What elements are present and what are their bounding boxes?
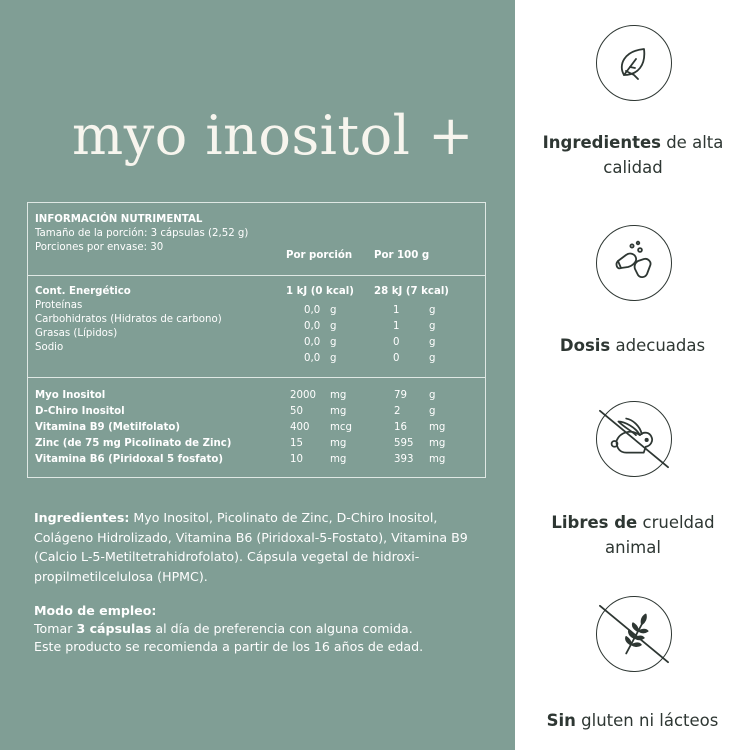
ingredients-paragraph <box>34 508 484 586</box>
rabbit-icon-circle <box>596 401 672 477</box>
active-unit: mcg <box>330 422 352 433</box>
active-label: D-Chiro Inositol <box>35 406 125 417</box>
macro-value-100: 1 <box>393 321 400 332</box>
macro-value-100: 0 <box>393 353 400 364</box>
usage-text <box>34 620 494 656</box>
leaf-icon-circle <box>596 25 672 101</box>
usage-title: Modo de empleo: <box>34 603 157 618</box>
macro-value: 0,0 <box>304 337 321 348</box>
feature-rest: crueldad animal <box>605 513 715 557</box>
feature-bold: Dosis <box>559 336 611 355</box>
macro-unit: g <box>330 337 337 348</box>
active-label: Myo Inositol <box>35 390 106 401</box>
col-header-per-100g: Por 100 g <box>374 250 430 261</box>
energy-per-100g: 28 kJ (7 kcal) <box>374 286 449 297</box>
active-unit: mg <box>330 454 347 465</box>
usage-text-start: Tomar <box>34 621 77 636</box>
macro-value: 0,0 <box>304 321 321 332</box>
macro-value-100: 1 <box>393 305 400 316</box>
feature-label <box>515 708 750 733</box>
active-value: 400 <box>290 422 310 433</box>
features-panel <box>515 0 750 750</box>
active-unit-100: mg <box>429 438 446 449</box>
macro-value: 0,0 <box>304 353 321 364</box>
feature-label <box>538 510 728 560</box>
energy-label: Cont. Energético <box>35 286 131 297</box>
col-header-per-serving: Por porción <box>286 250 353 261</box>
nutrition-table <box>27 202 486 478</box>
macro-unit: g <box>330 353 337 364</box>
product-title: myo inositol + <box>72 104 474 167</box>
usage-line-2: Este producto se recomienda a partir de los 16 años de edad. <box>34 639 424 654</box>
ingredients-label: Ingredientes: <box>34 510 130 525</box>
active-unit: mg <box>330 438 347 449</box>
feature-rest: de alta calidad <box>603 133 724 177</box>
macro-unit: g <box>330 321 337 332</box>
usage-text-end: al día de preferencia con alguna comida. <box>151 621 413 636</box>
usage-line-1 <box>34 620 494 638</box>
macro-label: Carbohidratos (Hidratos de carbono) <box>35 314 222 325</box>
active-value-100: 2 <box>394 406 401 417</box>
wheat-crossed-icon-circle <box>596 596 672 672</box>
serving-size: Tamaño de la porción: 3 cápsulas (2,52 g) <box>35 228 249 239</box>
active-value-100: 595 <box>394 438 414 449</box>
servings-per-container: Porciones por envase: 30 <box>35 242 164 253</box>
active-label: Vitamina B6 (Piridoxal 5 fosfato) <box>35 454 223 465</box>
active-label: Vitamina B9 (Metilfolato) <box>35 422 181 433</box>
macro-unit-100: g <box>429 305 436 316</box>
active-unit-100: mg <box>429 422 446 433</box>
active-unit-100: g <box>429 390 436 401</box>
wheat-crossed-icon <box>597 596 671 672</box>
table-divider <box>28 275 485 276</box>
feature-bold: Libres de <box>551 513 638 532</box>
feature-label <box>515 333 750 358</box>
macro-value-100: 0 <box>393 337 400 348</box>
feature-rest: adecuadas <box>610 336 706 355</box>
active-value-100: 79 <box>394 390 407 401</box>
ingredients-text: Myo Inositol, Picolinato de Zinc, D-Chiro Inositol, Colágeno Hidrolizado, Vitamina B6 (Piridoxal-5-Fostato), Vitamina B9 (Calcio L-5-Metiltetrahidrofolato). Cápsula vegetal de hidroxi-propilmetilcelulosa (HPMC). <box>34 510 468 584</box>
capsule-icon-circle <box>596 225 672 301</box>
feature-bold: Ingredientes <box>542 133 661 152</box>
usage-dose: 3 cápsulas <box>76 621 152 636</box>
macro-unit-100: g <box>429 321 436 332</box>
feature-rest: gluten ni lácteos <box>575 711 719 730</box>
nutrition-heading: INFORMACIÓN NUTRIMENTAL <box>35 214 203 225</box>
macro-label: Proteínas <box>35 300 83 311</box>
macro-unit-100: g <box>429 353 436 364</box>
table-divider <box>28 377 485 378</box>
active-value: 2000 <box>290 390 316 401</box>
capsule-icon <box>610 239 658 287</box>
active-unit: mg <box>330 390 347 401</box>
rabbit-icon <box>597 401 671 477</box>
energy-per-serving: 1 kJ (0 kcal) <box>286 286 354 297</box>
active-unit-100: g <box>429 406 436 417</box>
macro-label: Sodio <box>35 342 64 353</box>
active-label: Zinc (de 75 mg Picolinato de Zinc) <box>35 438 232 449</box>
macro-label: Grasas (Lípidos) <box>35 328 118 339</box>
feature-bold: Sin <box>546 711 576 730</box>
macro-unit-100: g <box>429 337 436 348</box>
active-value: 50 <box>290 406 303 417</box>
active-unit-100: mg <box>429 454 446 465</box>
active-value: 15 <box>290 438 303 449</box>
feature-label <box>538 130 728 180</box>
macro-unit: g <box>330 305 337 316</box>
active-value: 10 <box>290 454 303 465</box>
leaf-icon <box>612 41 656 85</box>
active-unit: mg <box>330 406 347 417</box>
macro-value: 0,0 <box>304 305 321 316</box>
active-value-100: 16 <box>394 422 407 433</box>
active-value-100: 393 <box>394 454 414 465</box>
